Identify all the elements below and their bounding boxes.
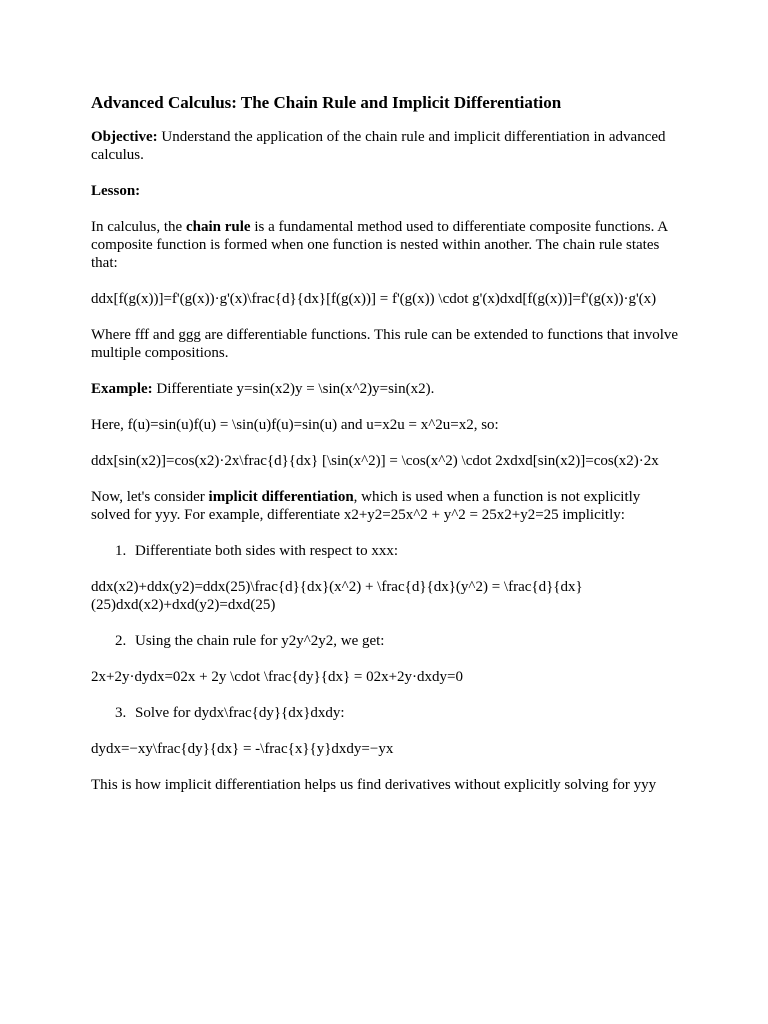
step-number: 1. <box>115 543 127 559</box>
example-label: Example: <box>91 381 153 397</box>
conclusion-paragraph: This is how implicit differentiation helps us find derivatives without explicitly solving for yyy <box>91 777 657 793</box>
example-paragraph <box>91 380 681 398</box>
example-formula: ddx[sin(x2)]=cos(x2)·2x\frac{d}{dx} [\sin(x^2)] = \cos(x^2) \cdot 2xdxd[sin(x2)]=cos(x2)·2x <box>91 453 659 469</box>
step-item-1 <box>91 542 681 560</box>
where-paragraph: Where fff and ggg are differentiable functions. This rule can be extended to functions that involve multiple compositions. <box>91 327 679 361</box>
step-formula-2: 2x+2y·dydx=02x + 2y \cdot \frac{dy}{dx} = 02x+2y·dxdy=0 <box>91 669 464 685</box>
step-text: Differentiate both sides with respect to xxx: <box>135 543 398 559</box>
intro-text-after: is a fundamental method used to differentiate composite functions. A composite function is formed when one function is nested within another. The chain rule states that: <box>91 219 668 271</box>
step-number: 3. <box>115 705 127 721</box>
intro-text-before: In calculus, the <box>91 219 186 235</box>
intro-bold-term: chain rule <box>185 219 251 235</box>
objective-text: Understand the application of the chain rule and implicit differentiation in advanced calculus. <box>91 129 666 163</box>
lesson-label: Lesson: <box>91 183 141 199</box>
implicit-intro-paragraph <box>91 488 681 524</box>
step-text: Solve for dydx\frac{dy}{dx}dxdy: <box>135 705 345 721</box>
intro-paragraph <box>91 218 681 272</box>
lesson-heading <box>91 182 681 200</box>
here-paragraph: Here, f(u)=sin(u)f(u) = \sin(u)f(u)=sin(u) and u=x2u = x^2u=x2, so: <box>91 417 499 433</box>
implicit-text-after: , which is used when a function is not explicitly solved for yyy. For example, differentiate x2+y2=25x^2 + y^2 = 25x2+y2=25 implicitly: <box>91 489 641 523</box>
step-item-2 <box>91 632 681 650</box>
step-text: Using the chain rule for y2y^2y2, we get: <box>135 633 385 649</box>
implicit-text-before: Now, let's consider <box>91 489 209 505</box>
example-text: Differentiate y=sin(x2)y = \sin(x^2)y=sin(x2). <box>152 381 435 397</box>
objective-label: Objective: <box>91 129 158 145</box>
document-page <box>91 92 681 812</box>
implicit-bold-term: implicit differentiation <box>208 489 354 505</box>
objective-paragraph <box>91 128 681 164</box>
chain-rule-formula: ddx[f(g(x))]=f'(g(x))·g'(x)\frac{d}{dx}[f(g(x))] = f'(g(x)) \cdot g'(x)dxd[f(g(x))]=f'(g(x))·g'(x) <box>91 291 657 307</box>
step-item-3 <box>91 704 681 722</box>
step-number: 2. <box>115 633 127 649</box>
step-formula-3: dydx=−xy\frac{dy}{dx} = -\frac{x}{y}dxdy=−yx <box>91 741 394 757</box>
step-formula-1: ddx(x2)+ddx(y2)=ddx(25)\frac{d}{dx}(x^2) + \frac{d}{dx}(y^2) = \frac{d}{dx}(25)dxd(x2)+dxd(y2)=dxd(25) <box>91 579 583 613</box>
document-title: Advanced Calculus: The Chain Rule and Implicit Differentiation <box>91 93 562 112</box>
